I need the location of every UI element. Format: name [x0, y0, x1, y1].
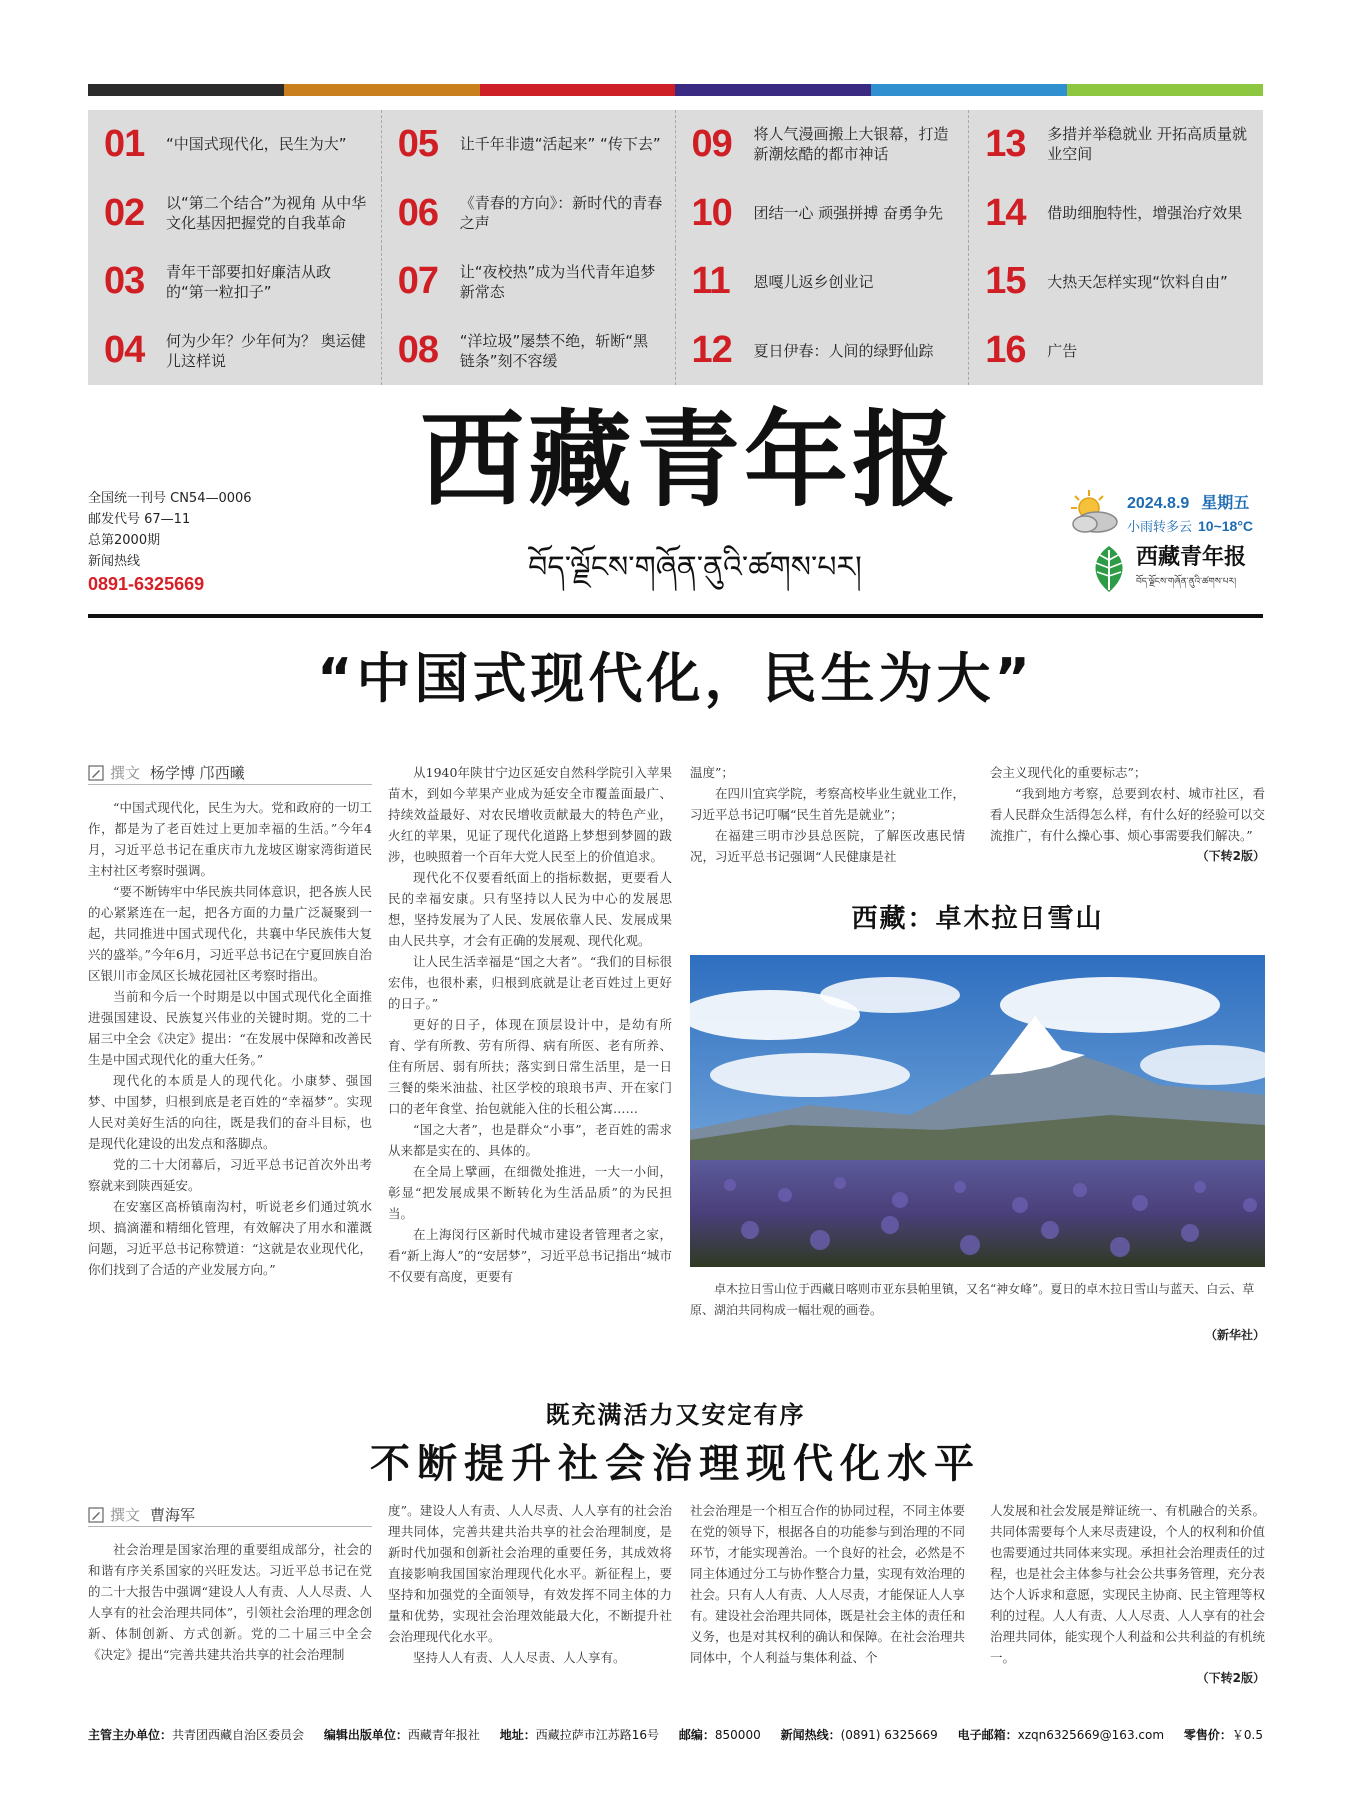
toc-title: 青年干部要扣好廉洁从政的“第一粒扣子”	[166, 262, 332, 301]
paragraph: 现代化的本质是人的现代化。小康梦、强国梦、中国梦，归根到底是老百姓的“幸福梦”。实现人民对美好生活的向往，既是我们的奋斗目标，也是现代化建设的出发点和落脚点。	[88, 1073, 372, 1151]
issn: 全国统一刊号 CN54—0006	[88, 491, 252, 506]
article1-column-3	[690, 762, 965, 872]
weather-text: 小雨转多云	[1127, 518, 1193, 534]
paragraph: 当前和今后一个时期是以中国式现代化全面推进强国建设、民族复兴伟业的关键时期。党的二十届三中全会《决定》提出：“在发展中保障和改善民生是中国式现代化的重大任务。”	[88, 989, 372, 1067]
temperature: 10~18°C	[1198, 517, 1254, 534]
paragraph: 更好的日子，体现在顶层设计中，是幼有所育、学有所教、劳有所得、病有所医、老有所养、住有所居、弱有所扶；落实到日常生活里，是一日三餐的柴米油盐、社区学校的琅琅书声、开在家门口的老年食堂、抬包就能入住的长租公寓……	[388, 1017, 672, 1116]
paragraph: 从1940年陕甘宁边区延安自然科学院引入苹果苗木，到如今苹果产业成为延安全市覆盖面最广、持续效益最好、对农民增收贡献最大的特色产业，火红的苹果，见证了现代化道路上梦想到梦圆的跋涉，也映照着一个百年大党人民至上的价值追求。	[388, 765, 672, 864]
toc-title: 让千年非遗“活起来” “传下去”	[459, 135, 661, 154]
newspaper-logo	[1088, 540, 1246, 597]
table-of-contents	[88, 110, 1263, 385]
paragraph: 党的二十大闭幕后，习近平总书记首次外出考察就来到陕西延安。	[88, 1157, 372, 1193]
stripe-segment	[88, 84, 284, 96]
photo-title: 西藏：卓木拉日雪山	[851, 904, 1104, 934]
toc-title: 让“夜校热”成为当代青年追梦新常态	[459, 262, 656, 301]
stripe-segment	[480, 84, 676, 96]
paragraph: “我到地方考察，总要到农村、城市社区，看看人民群众生活得怎么样，有什么好的经验可以交流推广，有什么操心事、烦心事需要我们解决。”	[990, 786, 1265, 843]
paragraph: 会主义现代化的重要标志”；	[990, 765, 1147, 780]
toc-title: 夏日伊春：人间的绿野仙踪	[753, 341, 934, 360]
toc-page-number: 09	[691, 122, 732, 165]
toc-title: 多措并举稳就业 开拓高质量就业空间	[1047, 125, 1248, 164]
toc-item[interactable]	[88, 179, 382, 248]
footer-zip: 850000	[714, 1728, 761, 1742]
toc-title: 何为少年？少年何为？ 奥运健儿这样说	[166, 331, 366, 370]
footer-email-label: 电子邮箱：	[957, 1728, 1018, 1742]
date: 2024.8.9	[1127, 494, 1190, 512]
toc-item[interactable]	[969, 316, 1263, 385]
toc-item[interactable]	[382, 316, 676, 385]
article1-column-4	[990, 762, 1265, 872]
byline-rule	[88, 1526, 372, 1527]
article2-column-4	[990, 1500, 1265, 1710]
byline-authors: 杨学博 邝西曦	[150, 764, 245, 782]
toc-item[interactable]	[88, 110, 382, 179]
toc-title: 广告	[1047, 341, 1078, 360]
byline-label: 撰文	[110, 1506, 141, 1524]
masthead-divider	[88, 614, 1263, 618]
footer-zip-label: 邮编：	[678, 1728, 715, 1742]
toc-title: 恩嘎儿返乡创业记	[753, 272, 874, 291]
paragraph: 在福建三明市沙县总医院，了解医改惠民情况，习近平总书记强调“人民健康是社	[690, 828, 965, 864]
footer	[88, 1726, 1263, 1743]
stripe-segment	[1067, 84, 1263, 96]
byline	[88, 1504, 195, 1525]
stripe-segment	[284, 84, 480, 96]
paragraph: 温度”；	[690, 765, 734, 780]
footer-hotline: (0891) 6325669	[840, 1728, 938, 1742]
toc-page-number: 14	[985, 191, 1026, 234]
article1-column-2	[388, 762, 672, 1352]
toc-title: 将人气漫画搬上大银幕，打造新潮炫酷的都市神话	[753, 125, 949, 164]
paragraph: 在安塞区高桥镇南沟村，听说老乡们通过筑水坝、搞滴灌和精细化管理，有效解决了用水和灌溉问题，习近平总书记称赞道：“这就是农业现代化，你们找到了合适的产业发展方向。”	[88, 1199, 372, 1277]
paragraph: 社会治理是一个相互合作的协同过程，不同主体要在党的领导下，根据各自的功能参与到治理的不同环节，才能实现善治。一个良好的社会，必然是不同主体通过分工与协作整合力量，实现有效治理的社会。只有人人有责、人人尽责，才能保证人人享有。建设社会治理共同体，既是社会主体的责任和义务，也是对其权利的确认和保障。在社会治理共同体中，个人利益与集体利益、个	[690, 1503, 965, 1665]
issue-number: 总第2000期	[88, 533, 161, 548]
toc-item[interactable]	[969, 110, 1263, 179]
toc-title: 借助细胞特性，增强治疗效果	[1047, 204, 1243, 223]
toc-item[interactable]	[88, 316, 382, 385]
footer-sponsor-label: 主管主办单位：	[88, 1728, 173, 1742]
logo-chinese-name: 西藏青年报	[1136, 544, 1247, 570]
paragraph: 在四川宜宾学院，考察高校毕业生就业工作，习近平总书记叮嘱“民生首先是就业”；	[690, 786, 965, 822]
toc-page-number: 02	[104, 191, 145, 234]
leaf-logo-icon	[1088, 544, 1130, 594]
byline-authors: 曹海军	[150, 1506, 196, 1524]
toc-page-number: 10	[691, 191, 732, 234]
byline-rule	[88, 784, 372, 785]
continued-note: （下转2版）	[1196, 1671, 1265, 1685]
paragraph: 在上海闵行区新时代城市建设者管理者之家，看“新上海人”的“安居梦”，习近平总书记指出“城市不仅要有高度，更要有	[388, 1227, 672, 1284]
footer-publisher: 西藏青年报社	[407, 1728, 480, 1742]
article2-headline: 不断提升社会治理现代化水平	[370, 1441, 981, 1487]
footer-price-label: 零售价：	[1183, 1728, 1232, 1742]
paragraph: “国之大者”，也是群众“小事”，老百姓的需求从来都是实在的、具体的。	[388, 1122, 672, 1158]
toc-page-number: 16	[985, 329, 1026, 372]
toc-item[interactable]	[676, 179, 970, 248]
toc-item[interactable]	[676, 316, 970, 385]
toc-page-number: 07	[397, 260, 439, 303]
footer-address: 西藏拉萨市江苏路16号	[535, 1728, 660, 1742]
toc-title: 《青春的方向》：新时代的青春之声	[459, 194, 663, 233]
tibetan-title: བོད་ལྗོངས་གཞོན་ནུའི་ཚགས་པར།	[528, 550, 862, 585]
newspaper-title: 西藏青年报	[419, 398, 960, 521]
stripe-segment	[675, 84, 871, 96]
cloudy-sun-icon	[1065, 488, 1121, 536]
toc-page-number: 06	[397, 191, 439, 234]
paragraph: 现代化不仅要看纸面上的指标数据，更要看人民的幸福安康。只有坚持以人民为中心的发展思想，坚持发展为了人民、发展依靠人民、发展成果由人民共享，才会有正确的发展观、现代化观。	[388, 870, 672, 948]
toc-title: 大热天怎样实现“饮料自由”	[1047, 272, 1228, 291]
toc-title: “洋垃圾”屡禁不绝，斩断“黑链条”刻不容缓	[459, 331, 649, 370]
toc-title: 团结一心 顽强拼搏 奋勇争先	[753, 204, 944, 223]
hotline-number: 0891-6325669	[88, 574, 205, 594]
footer-publisher-label: 编辑出版单位：	[323, 1728, 408, 1742]
article2-column-2	[388, 1500, 672, 1710]
footer-price: ￥0.5	[1231, 1728, 1263, 1742]
toc-item[interactable]	[382, 248, 676, 317]
toc-page-number: 05	[397, 122, 439, 165]
paragraph: 人发展和社会发展是辩证统一、有机融合的关系。共同体需要每个人来尽责建设，个人的权利和价值也需要通过共同体来实现。承担社会治理责任的过程，也是社会主体参与社会公共事务管理，充分表达个人诉求和意愿，实现民主协商、民主管理等权利的过程。人人有责、人人尽责、人人享有的社会治理共同体，能实现个人利益和公共利益的有机统一。	[990, 1503, 1265, 1665]
toc-title: 以“第二个结合”为视角 从中华文化基因把握党的自我革命	[166, 194, 367, 233]
toc-page-number: 01	[104, 122, 145, 165]
toc-page-number: 08	[397, 329, 439, 372]
toc-page-number: 11	[691, 260, 730, 303]
hotline-label: 新闻热线	[88, 554, 141, 569]
footer-address-label: 地址：	[499, 1728, 536, 1742]
article2-column-3	[690, 1500, 965, 1710]
paragraph: 度”。建设人人有责、人人尽责、人人享有的社会治理共同体，完善共建共治共享的社会治理制度，是新时代加强和创新社会治理的重要任务，其成效将直接影响我国国家治理现代化水平。新征程上，要坚持和加强党的全面领导，有效发挥不同主体的力量和优势，实现社会治理效能最大化，不断提升社会治理现代化水平。	[388, 1503, 672, 1644]
toc-item[interactable]	[382, 110, 676, 179]
pen-icon	[88, 1507, 104, 1523]
toc-page-number: 03	[104, 260, 145, 303]
color-stripe	[88, 84, 1263, 96]
weather-box	[1065, 488, 1253, 536]
pen-icon	[88, 765, 104, 781]
weekday: 星期五	[1201, 494, 1250, 512]
toc-page-number: 13	[985, 122, 1026, 165]
byline-label: 撰文	[110, 764, 141, 782]
footer-hotline-label: 新闻热线：	[780, 1728, 841, 1742]
toc-page-number: 12	[691, 329, 732, 372]
toc-item[interactable]	[969, 248, 1263, 317]
paragraph: “要不断铸牢中华民族共同体意识，把各族人民的心紧紧连在一起，把各方面的力量广泛凝聚到一起，共同推进中国式现代化，共襄中华民族伟大复兴的盛举。”今年6月，习近平总书记在宁夏回族自治区银川市金凤区长城花园社区考察时指出。	[88, 884, 372, 983]
article2-column-1	[88, 1539, 372, 1707]
toc-item[interactable]	[676, 248, 970, 317]
publication-info	[88, 488, 252, 595]
article2-kicker: 既充满活力又安定有序	[545, 1400, 806, 1429]
toc-item[interactable]	[382, 179, 676, 248]
paragraph: “中国式现代化，民生为大。党和政府的一切工作，都是为了老百姓过上更加幸福的生活。”今年4月，习近平总书记在重庆市九龙坡区谢家湾街道民主村社区考察时强调。	[88, 800, 372, 878]
paragraph: 在全局上擘画，在细微处推进，一大一小间，彰显“把发展成果不断转化为生活品质”的为民担当。	[388, 1164, 672, 1221]
photo-credit: （新华社）	[1204, 1328, 1265, 1342]
toc-page-number: 15	[985, 260, 1026, 303]
toc-item[interactable]	[676, 110, 970, 179]
footer-email: xzqn6325669@163.com	[1017, 1728, 1165, 1742]
footer-sponsor: 共青团西藏自治区委员会	[172, 1728, 305, 1742]
postal-code: 邮发代号 67—11	[88, 512, 191, 527]
snow-mountain-photo	[690, 955, 1265, 1267]
lead-headline: “中国式现代化，民生为大”	[317, 647, 1034, 710]
article1-column-1	[88, 797, 372, 1337]
paragraph: 坚持人人有责、人人尽责、人人享有。	[413, 1650, 626, 1665]
paragraph: 社会治理是国家治理的重要组成部分，社会的和谐有序关系国家的兴旺发达。习近平总书记在党的二十大报告中强调“建设人人有责、人人尽责、人人享有的社会治理共同体”，引领社会治理的理念创新、体制创新、方式创新。党的二十届三中全会《决定》提出“完善共建共治共享的社会治理制	[88, 1542, 372, 1662]
paragraph: 让人民生活幸福是“国之大者”。“我们的目标很宏伟，也很朴素，归根到底就是让老百姓过上更好的日子。”	[388, 954, 672, 1011]
byline	[88, 762, 245, 783]
logo-tibetan-name: བོད་ལྗོངས་གཞོན་ནུའི་ཚགས་པར།	[1136, 577, 1237, 587]
photo-caption: 卓木拉日雪山位于西藏日喀则市亚东县帕里镇，又名“神女峰”。夏日的卓木拉日雪山与蓝天、白云、草原、湖泊共同构成一幅壮观的画卷。	[690, 1282, 1255, 1317]
toc-title: “中国式现代化，民生为大”	[166, 135, 347, 154]
toc-item[interactable]	[88, 248, 382, 317]
toc-page-number: 04	[104, 329, 145, 372]
toc-item[interactable]	[969, 179, 1263, 248]
continued-note: （下转2版）	[1196, 849, 1265, 863]
stripe-segment	[871, 84, 1067, 96]
